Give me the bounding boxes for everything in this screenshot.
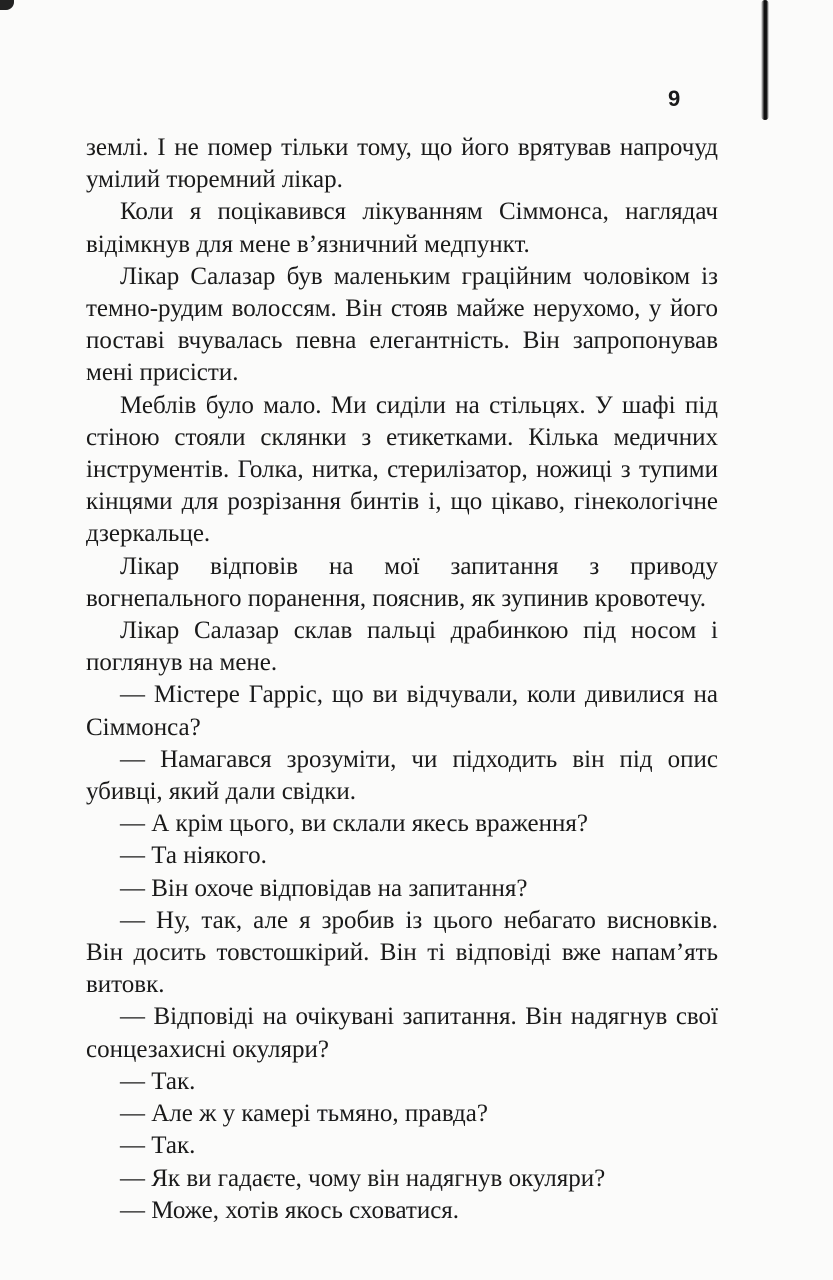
dialog-line-6: — Ну, так, але я зробив із цього небагато висновків. Він досить товстошкірий. Він ті відповіді вже напам’ять витовк. <box>86 906 718 999</box>
dialog-line-12: — Може, хотів якось сховатися. <box>120 1196 460 1224</box>
dialog-line-2: — Намагався зрозуміти, чи підходить він під опис убивці, який дали свідки. <box>86 745 718 806</box>
dialog-line-8: — Так. <box>120 1067 196 1095</box>
paragraph-6: Лікар Салазар склав пальці драбинкою під носом і поглянув на мене. <box>86 617 718 677</box>
page-number: 9 <box>668 86 681 111</box>
dialog-line-4: — Та ніякого. <box>120 842 267 870</box>
paragraph-5: Лікар відповів на мої запитання з приводу вогнепального поранення, пояснив, як зупинив кровотечу. <box>86 552 718 612</box>
binding-shadow <box>761 0 769 120</box>
paragraph-1: землі. І не помер тільки тому, що його врятував напрочуд умілий тюремний лікар. <box>86 134 718 194</box>
dialog-line-9: — Але ж у камері тьмяно, правда? <box>120 1100 488 1128</box>
dialog-line-5: — Він охоче відповідав на запитання? <box>120 874 528 902</box>
paragraph-4: Меблів було мало. Ми сиділи на стільцях. У шафі під стіною стояли склянки з етикетками. Кілька медичних інструментів. Голка, нитка, стерилізатор, ножиці з тупими кінцями для розрізання бинтів і, що цікаво, гінекологічне дзеркальце. <box>86 391 718 548</box>
dialog-line-1: — Містере Гарріс, що ви відчували, коли дивилися на Сіммонса? <box>86 681 718 741</box>
dialog-line-11: — Як ви гадаєте, чому він надягнув окуляри? <box>120 1164 606 1192</box>
body-text <box>86 132 718 1227</box>
scan-corner-mark <box>0 0 14 10</box>
dialog-line-7: — Відповіді на очікувані запитання. Він надягнув свої сонцезахисні окуляри? <box>86 1003 718 1063</box>
paragraph-2: Коли я поцікавився лікуванням Сіммонса, наглядач відімкнув для мене в’язничний медпункт. <box>86 198 718 258</box>
dialog-line-10: — Так. <box>120 1132 196 1160</box>
paragraph-3: Лікар Салазар був маленьким граційним чоловіком із темно-рудим волоссям. Він стояв майже нерухомо, у його поставі вчувалась певна елегантність. Він запропонував мені присісти. <box>86 262 718 387</box>
dialog-line-3: — А крім цього, ви склали якесь враження? <box>120 810 588 838</box>
